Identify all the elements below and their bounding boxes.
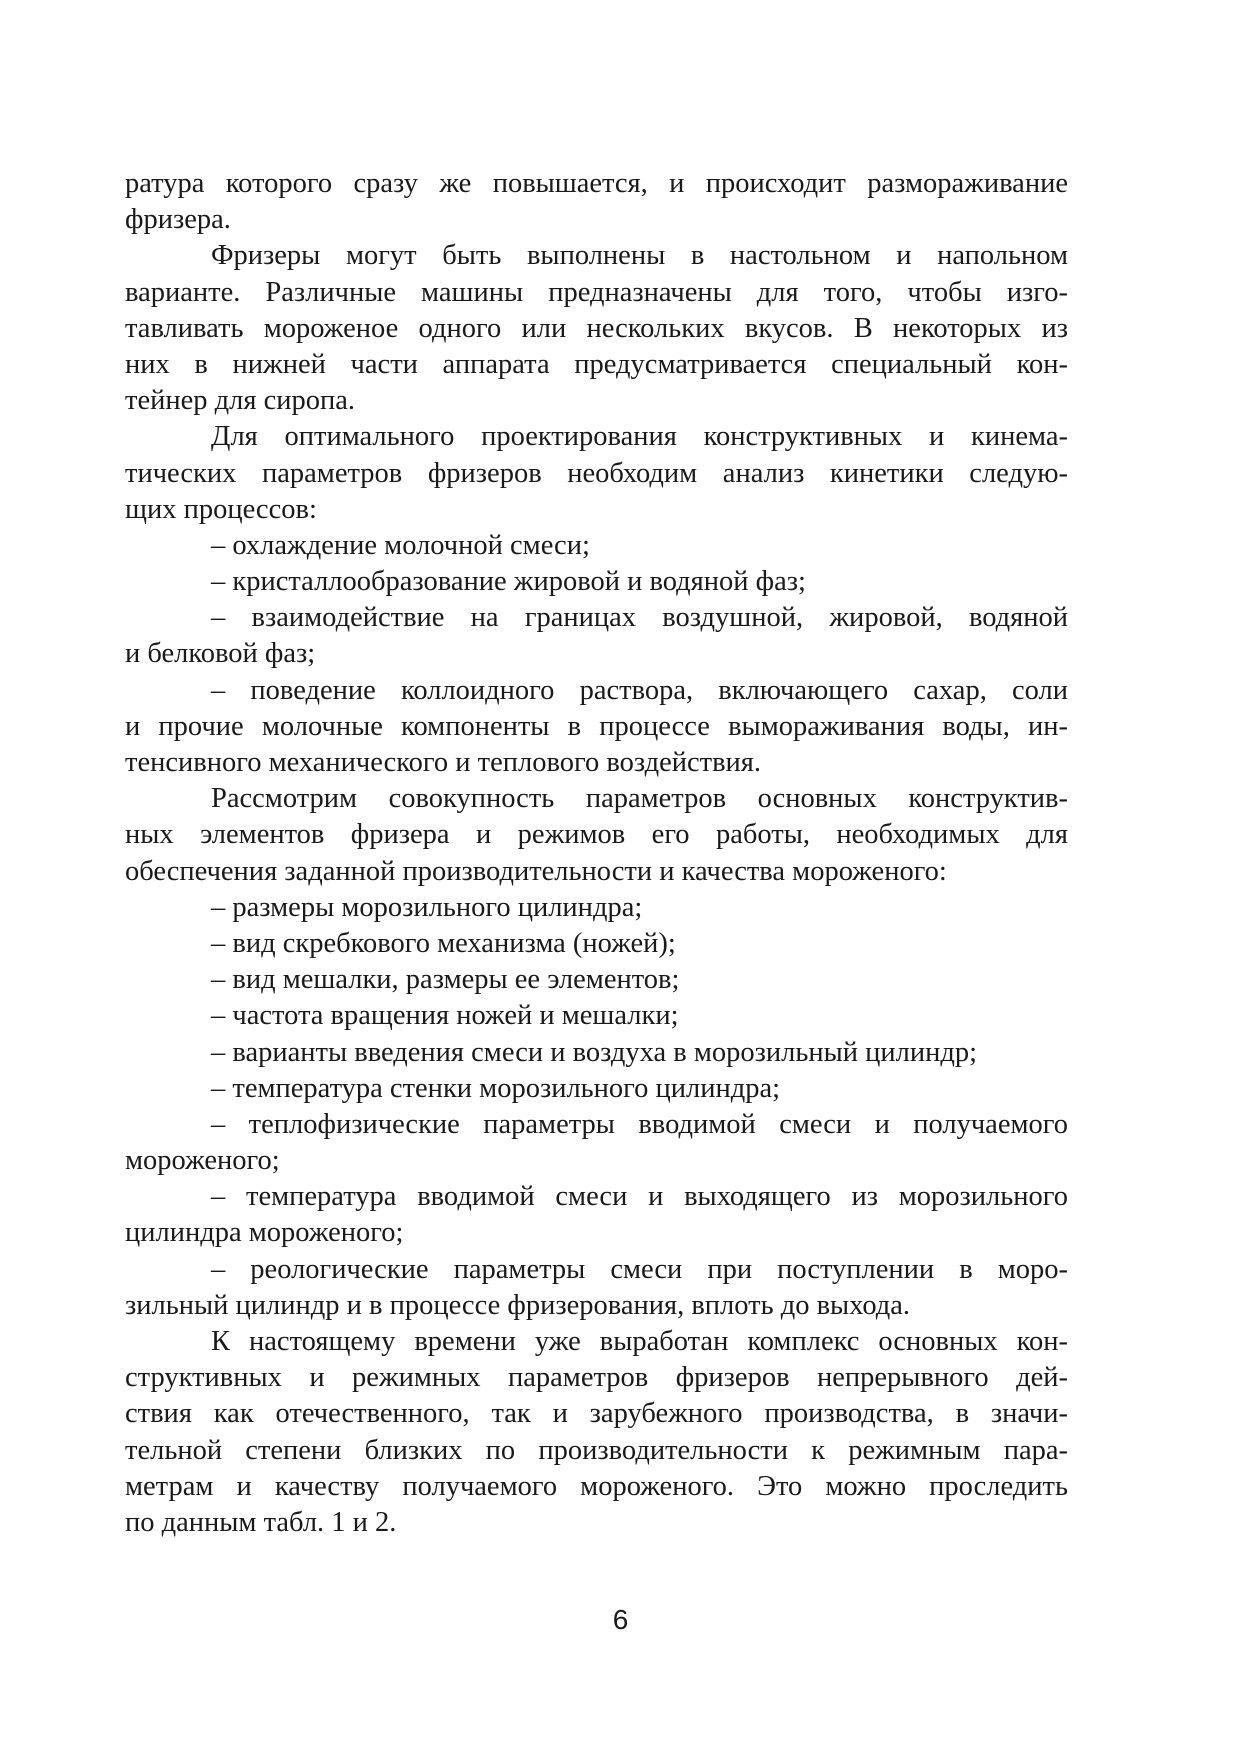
body-text: [125, 166, 1068, 1541]
text-line: ных элементов фризера и режимов его работы, необходимых для: [125, 819, 1068, 851]
text-line: ратура которого сразу же повышается, и происходит размораживание: [125, 168, 1068, 199]
text-line: зильный цилиндр и в процессе фризерования, вплоть до выхода.: [125, 1289, 911, 1321]
text-line: цилиндра мороженого;: [125, 1217, 404, 1249]
text-line: метрам и качеству получаемого мороженого. Это можно проследить: [125, 1470, 1068, 1502]
text-line: – температура стенки морозильного цилиндра;: [211, 1072, 781, 1104]
text-line: фризера.: [125, 204, 231, 236]
text-line: тавливать мороженое одного или нескольких вкусов. В некоторых из: [125, 312, 1068, 344]
text-line: и прочие молочные компоненты в процессе вымораживания воды, ин-: [125, 710, 1068, 742]
text-line: – теплофизические параметры вводимой смеси и получаемого: [211, 1108, 1068, 1140]
text-line: – вид мешалки, размеры ее элементов;: [211, 964, 680, 996]
text-line: них в нижней части аппарата предусматривается специальный кон-: [125, 348, 1068, 380]
text-line: – охлаждение молочной смеси;: [211, 529, 590, 561]
text-line: – размеры морозильного цилиндра;: [211, 891, 643, 923]
page-number: 6: [612, 1604, 629, 1635]
text-line: тических параметров фризеров необходим анализ кинетики следую-: [125, 457, 1068, 489]
text-line: К настоящему времени уже выработан комплекс основных кон-: [211, 1326, 1068, 1357]
text-line: – реологические параметры смеси при поступлении в моро-: [211, 1253, 1068, 1285]
text-line: Для оптимального проектирования конструктивных и кинема-: [211, 421, 1068, 453]
text-line: тельной степени близких по производительности к режимным пара-: [125, 1434, 1068, 1466]
text-line: и белковой фаз;: [125, 638, 316, 670]
text-line: варианте. Различные машины предназначены для того, чтобы изго-: [125, 276, 1068, 308]
text-line: – температура вводимой смеси и выходящего из морозильного: [211, 1181, 1068, 1213]
text-line: по данным табл. 1 и 2.: [125, 1506, 397, 1538]
text-line: – взаимодействие на границах воздушной, жировой, водяной: [211, 602, 1068, 634]
text-line: тенсивного механического и теплового воздействия.: [125, 747, 762, 778]
text-line: – варианты введения смеси и воздуха в морозильный цилиндр;: [211, 1036, 978, 1068]
text-line: структивных и режимных параметров фризеров непрерывного дей-: [125, 1362, 1068, 1394]
text-line: – поведение коллоидного раствора, включающего сахар, соли: [211, 674, 1068, 706]
text-line: Фризеры могут быть выполнены в настольном и напольном: [211, 240, 1068, 272]
text-line: ствия как отечественного, так и зарубежного производства, в значи-: [125, 1398, 1068, 1430]
text-line: обеспечения заданной производительности и качества мороженого:: [125, 855, 947, 887]
text-line: щих процессов:: [125, 493, 317, 525]
text-line: тейнер для сиропа.: [125, 385, 356, 417]
text-line: – вид скребкового механизма (ножей);: [211, 927, 676, 959]
text-line: мороженого;: [125, 1145, 280, 1177]
text-line: Рассмотрим совокупность параметров основных конструктив-: [211, 783, 1068, 815]
text-line: – кристаллообразование жировой и водяной фаз;: [211, 566, 806, 598]
text-line: – частота вращения ножей и мешалки;: [211, 1000, 679, 1032]
